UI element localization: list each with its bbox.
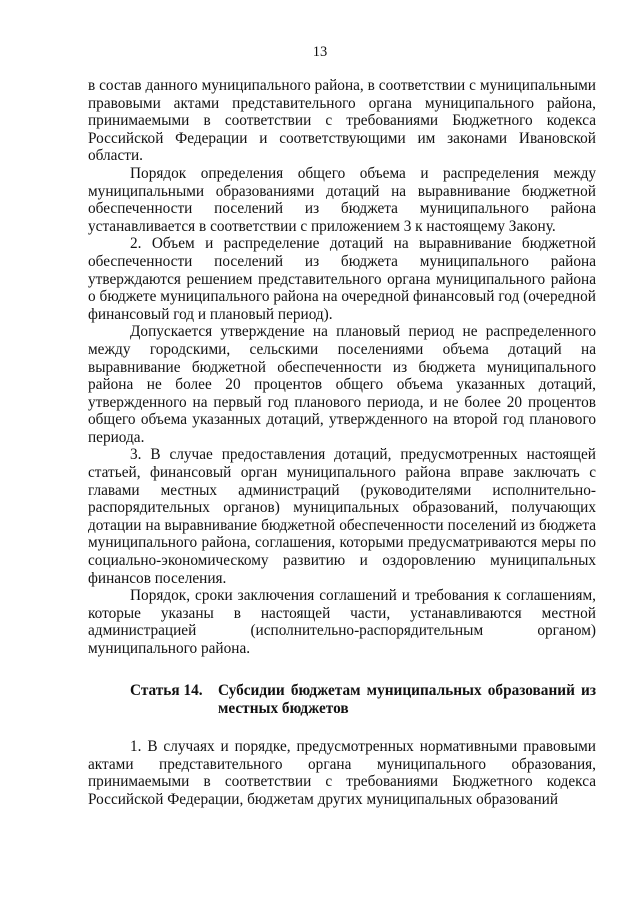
paragraph-continuation: в состав данного муниципального района, в соответствии с муниципальными правовыми актами представительного органа муниципального района, принимаемыми в соответствии с требованиями Бюджетного кодекса Российской Федерации и соответствующими им законами Ивановской области. bbox=[88, 77, 596, 165]
article-title: Субсидии бюджетам муниципальных образований из местных бюджетов bbox=[218, 682, 596, 717]
paragraph-item-3: 3. В случае предоставления дотаций, предусмотренных настоящей статьей, финансовый орган муниципального района вправе заключать с главами местных администраций (руководителями исполнительно-распорядительных органов) муниципальных образований, получающих дотации на выравнивание бюджетной обеспеченности поселений из бюджета муниципального района, соглашения, которыми предусматриваются меры по социально-экономическому развитию и оздоровлению муниципальных финансов поселения. bbox=[88, 446, 596, 587]
article-heading bbox=[130, 682, 596, 717]
paragraph-item-2: 2. Объем и распределение дотаций на выравнивание бюджетной обеспеченности поселений из бюджета муниципального района утверждаются решением представительного органа муниципального района о бюджете муниципального района на очередной финансовый год (очередной финансовый год и плановый период). bbox=[88, 235, 596, 323]
paragraph-planning-period: Допускается утверждение на плановый период не распределенного между городскими, сельскими поселениями объема дотаций на выравнивание бюджетной обеспеченности из бюджета муниципального района не более 20 процентов общего объема указанных дотаций, утвержденного на первый год планового периода, и не более 20 процентов общего объема указанных дотаций, утвержденного на второй год планового периода. bbox=[88, 323, 596, 446]
article-body bbox=[88, 738, 596, 808]
page-number: 13 bbox=[312, 44, 328, 60]
document-body bbox=[88, 77, 596, 658]
paragraph-distribution-procedure: Порядок определения общего объема и распределения между муниципальными образованиями дотаций на выравнивание бюджетной обеспеченности поселений из бюджета муниципального района устанавливается в соответствии с приложением 3 к настоящему Закону. bbox=[88, 164, 596, 235]
article-number: Статья 14. bbox=[130, 682, 203, 699]
article-paragraph-1: 1. В случаях и порядке, предусмотренных нормативными правовыми актами представительного органа муниципального образования, принимаемыми в соответствии с требованиями Бюджетного кодекса Российской Федерации, бюджетам других муниципальных образований bbox=[88, 738, 596, 808]
paragraph-agreements-procedure: Порядок, сроки заключения соглашений и требования к соглашениям, которые указаны в настоящей части, устанавливаются местной администрацией (исполнительно-распорядительным органом) муниципального района. bbox=[88, 587, 596, 657]
